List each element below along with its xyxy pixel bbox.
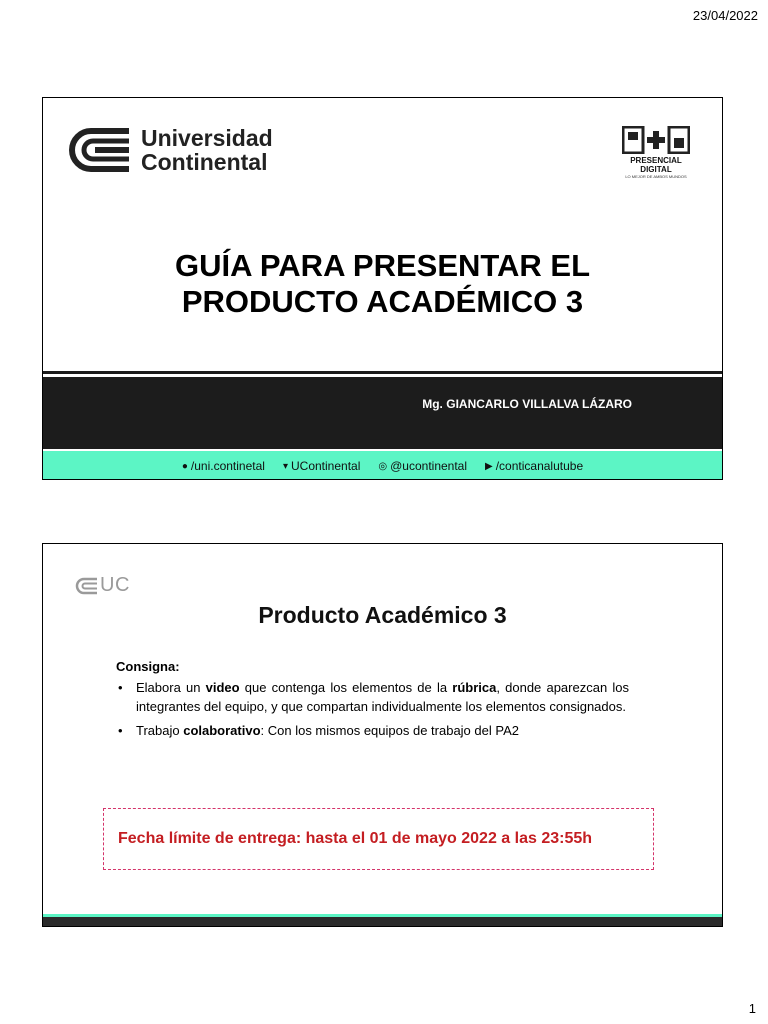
universidad-continental-logo xyxy=(69,126,273,174)
bold-segment: video xyxy=(205,680,240,695)
text-segment: Trabajo xyxy=(136,723,184,738)
uc-mini-logo xyxy=(75,574,130,597)
social-twitter[interactable] xyxy=(283,459,360,473)
author-name: Mg. GIANCARLO VILLALVA LÁZARO xyxy=(422,397,632,411)
cover-title-line2: PRODUCTO ACADÉMICO 3 xyxy=(181,284,584,319)
facebook-icon: ● xyxy=(181,460,188,472)
uc-logo-icon xyxy=(69,127,131,173)
social-label: UContinental xyxy=(291,459,361,473)
deadline-text: Fecha límite de entrega: hasta el 01 de mayo 2022 a las 23:55h xyxy=(118,830,593,847)
slide-instructions xyxy=(42,543,723,927)
social-label: @ucontinental xyxy=(390,459,468,473)
slide-footer-band xyxy=(43,914,722,926)
list-item xyxy=(116,721,629,740)
uc-mini-text: UC xyxy=(100,574,130,596)
text-segment: , donde aparezcan los integrantes del equipo, y que compartan individualmente los elementos consignados. xyxy=(136,680,629,714)
pd-logo-icon xyxy=(622,126,690,154)
list-item xyxy=(116,678,629,716)
text-segment: que contenga los elementos de la xyxy=(239,680,453,695)
youtube-icon: ▶ xyxy=(485,460,493,472)
consigna-label: Consigna: xyxy=(116,659,180,674)
bold-segment: colaborativo xyxy=(183,723,261,738)
logo-text-line1: Universidad xyxy=(141,125,273,151)
instructions-list xyxy=(116,678,629,745)
social-label: /uni.continetal xyxy=(190,459,265,473)
social-instagram[interactable] xyxy=(378,459,467,473)
cover-title-line1: GUÍA PARA PRESENTAR EL xyxy=(174,248,591,283)
author-band xyxy=(43,374,722,452)
pd-logo-tagline: LO MEJOR DE AMBOS MUNDOS xyxy=(625,174,687,179)
social-youtube[interactable] xyxy=(485,459,583,473)
text-segment: Elabora un xyxy=(136,680,206,695)
instagram-icon: ◎ xyxy=(378,460,388,472)
logo-text-line2: Continental xyxy=(141,149,268,175)
slide-cover xyxy=(42,97,723,480)
social-label: /conticanalutube xyxy=(495,459,584,473)
uc-mini-icon xyxy=(75,577,97,595)
presencial-digital-logo xyxy=(620,126,692,179)
pd-logo-text: PRESENCIAL DIGITAL xyxy=(630,156,682,174)
page-date: 23/04/2022 xyxy=(692,8,758,23)
slide-title: Producto Académico 3 xyxy=(258,602,507,628)
twitter-icon: ▾ xyxy=(282,460,288,472)
deadline-box xyxy=(103,808,654,870)
page-number: 1 xyxy=(748,1001,756,1016)
text-segment: : Con los mismos equipos de trabajo del PA2 xyxy=(260,723,519,738)
social-facebook[interactable] xyxy=(182,459,265,473)
cover-title xyxy=(43,248,722,320)
bold-segment: rúbrica xyxy=(452,680,497,695)
social-bar xyxy=(43,449,722,480)
